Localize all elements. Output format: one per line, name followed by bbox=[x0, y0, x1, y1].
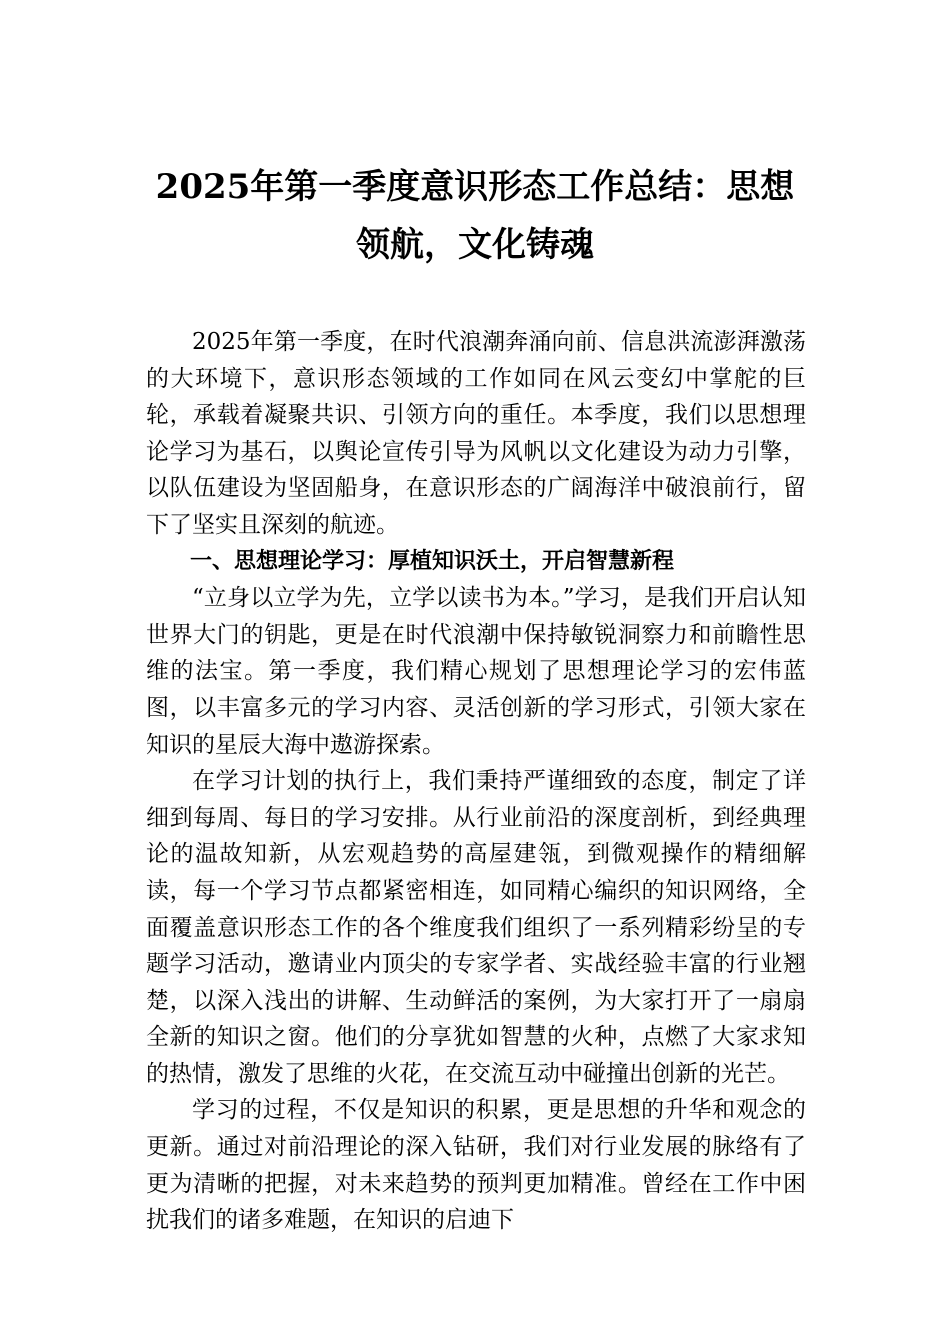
title-line-1: 2025年第一季度意识形态工作总结：思想 bbox=[155, 167, 795, 207]
paragraph-intro: 2025年第一季度，在时代浪潮奔涌向前、信息洪流澎湃激荡的大环境下，意识形态领域的工作如同在风云变幻中掌舵的巨轮，承载着凝聚共识、引领方向的重任。本季度，我们以思想理论学习为基石，以舆论宣传引导为风帆以文化建设为动力引擎，以队伍建设为坚固船身，在意识形态的广阔海洋中破浪前行，留下了坚实且深刻的航迹。 bbox=[146, 329, 806, 538]
paragraph-study-process: 学习的过程，不仅是知识的积累，更是思想的升华和观念的更新。通过对前沿理论的深入钻研，我们对行业发展的脉络有了更为清晰的把握，对未来趋势的预判更加精准。曾经在工作中困扰我们的诸多难题，在知识的启迪下 bbox=[146, 1097, 806, 1234]
document-title bbox=[130, 158, 820, 274]
paragraph-study-quote: “立身以立学为先，立学以读书为本。”学习，是我们开启认知世界大门的钥匙，更是在时代浪潮中保持敏锐洞察力和前瞻性思维的法宝。第一季度，我们精心规划了思想理论学习的宏伟蓝图，以丰富多元的学习内容、灵活创新的学习形式，引领大家在知识的星辰大海中遨游探索。 bbox=[146, 585, 806, 758]
section-heading-1: 一、思想理论学习：厚植知识沃土，开启智慧新程 bbox=[190, 548, 675, 574]
document-body bbox=[146, 324, 806, 1239]
paragraph-study-plan: 在学习计划的执行上，我们秉持严谨细致的态度，制定了详细到每周、每日的学习安排。从行业前沿的深度剖析，到经典理论的温故知新，从宏观趋势的高屋建瓴，到微观操作的精细解读，每一个学习节点都紧密相连，如同精心编织的知识网络，全面覆盖意识形态工作的各个维度我们组织了一系列精彩纷呈的专题学习活动，邀请业内顶尖的专家学者、实战经验丰富的行业翘楚，以深入浅出的讲解、生动鲜活的案例，为大家打开了一扇扇全新的知识之窗。他们的分享犹如智慧的火种，点燃了大家求知的热情，激发了思维的火花，在交流互动中碰撞出创新的光芒。 bbox=[146, 768, 806, 1087]
title-line-2: 领航，文化铸魂 bbox=[356, 225, 594, 265]
